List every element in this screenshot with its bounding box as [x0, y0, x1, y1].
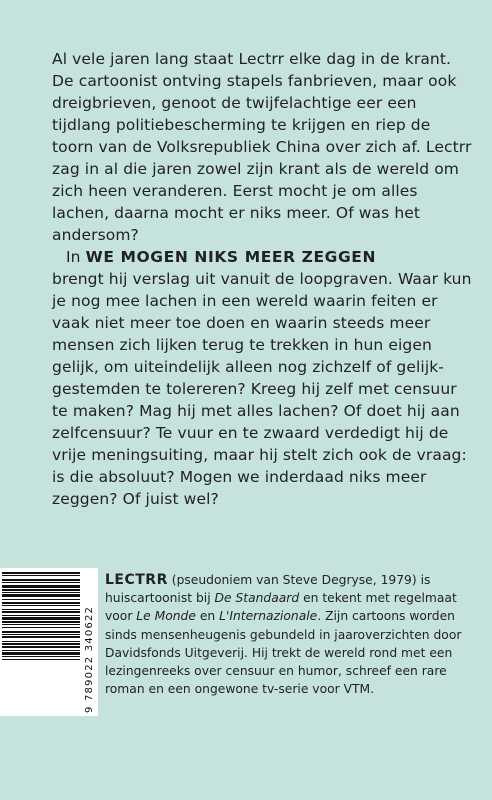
barcode-bar [2, 582, 80, 583]
blurb-paragraph-1: Al vele jaren lang staat Lectrr elke dag in de krant. De cartoonist ontving stapels fanbrieven, maar ook dreigbrieven, genoot de twijfelachtige eer een tijdlang politiebescherming te krijgen en riep de toorn van de Volksrepubliek China over zich af. Lectrr zag in al die jaren zowel zijn krant als de wereld om zich heen veranderen. Eerst mocht je om alles lachen, daarna mocht er niks meer. Of was het andersom? [52, 50, 472, 244]
barcode-bar [2, 592, 80, 593]
barcode-bar [2, 627, 80, 628]
barcode-bar [2, 594, 80, 597]
newspaper-linternazionale: L'Internazionale [219, 609, 318, 624]
barcode-bar [2, 585, 80, 588]
barcode-bar [2, 602, 80, 604]
barcode-bar [2, 615, 80, 616]
newspaper-de-standaard: De Standaard [214, 591, 300, 606]
book-title: WE MOGEN NIKS MEER ZEGGEN [85, 248, 377, 266]
barcode-bar [2, 643, 80, 645]
bio-text-2: en tekent met regelmaat voor [105, 591, 457, 624]
bio-text-4: . Zijn cartoons worden sinds mensenheugenis gebundeld in jaaroverzichten door Davidsfonds Uitgeverij. Hij trekt de wereld rond met een lezingenreeks over censuur en humor, schreef een rare roman en een ongewone tv-serie voor VTM. [105, 609, 462, 697]
barcode-bar [2, 609, 80, 610]
bio-text-3: en [195, 609, 220, 624]
barcode-bar [2, 579, 80, 581]
barcode-bar [2, 605, 80, 606]
barcode-bar [2, 575, 80, 576]
barcode-bar [2, 652, 80, 655]
barcode-bar [2, 659, 80, 660]
blurb-paragraph-2 [52, 246, 472, 268]
barcode-bar [2, 650, 80, 651]
barcode-bar [2, 641, 80, 642]
author-bio [105, 571, 485, 698]
barcode-bar [2, 617, 80, 620]
blurb-p2-prefix: In [66, 248, 86, 266]
author-name: LECTRR [105, 572, 168, 588]
barcode-bar [2, 572, 80, 574]
barcode-bar [2, 636, 80, 638]
blurb-paragraph-2-body: brengt hij verslag uit vanuit de loopgraven. Waar kun je nog mee lachen in een wereld waarin feiten er vaak niet meer toe doen en waarin steeds meer mensen zich lijken terug te trekken in hun eigen gelijk, om uiteindelijk alleen nog zichzelf of gelijk-gestemden te tolereren? Kreeg hij zelf met censuur te maken? Mag hij met alles lachen? Of doet hij aan zelfcensuur? Te vuur en te zwaard verdedigt hij de vrije meningsuiting, maar hij stelt zich ook de vraag: is die absoluut? Mogen we inderdaad niks meer zeggen? Of juist wel? [52, 270, 472, 508]
isbn-barcode [0, 568, 98, 716]
barcode-bar [2, 631, 80, 633]
barcode-bar [2, 624, 80, 625]
barcode-number: 9 789022 340622 [84, 605, 95, 713]
bio-text-1: (pseudoniem van Steve Degryse, 1979) is huiscartoonist bij [105, 573, 431, 606]
barcode-bar [2, 611, 80, 613]
barcode-bar [2, 634, 80, 635]
barcode-bar [2, 589, 80, 591]
barcode-bar [2, 599, 80, 600]
barcode-bar [2, 621, 80, 623]
barcode-bar [2, 646, 80, 648]
back-cover-blurb [52, 48, 472, 510]
newspaper-le-monde: Le Monde [136, 609, 196, 624]
barcode-graphic [0, 568, 98, 716]
barcode-bar [2, 656, 80, 657]
